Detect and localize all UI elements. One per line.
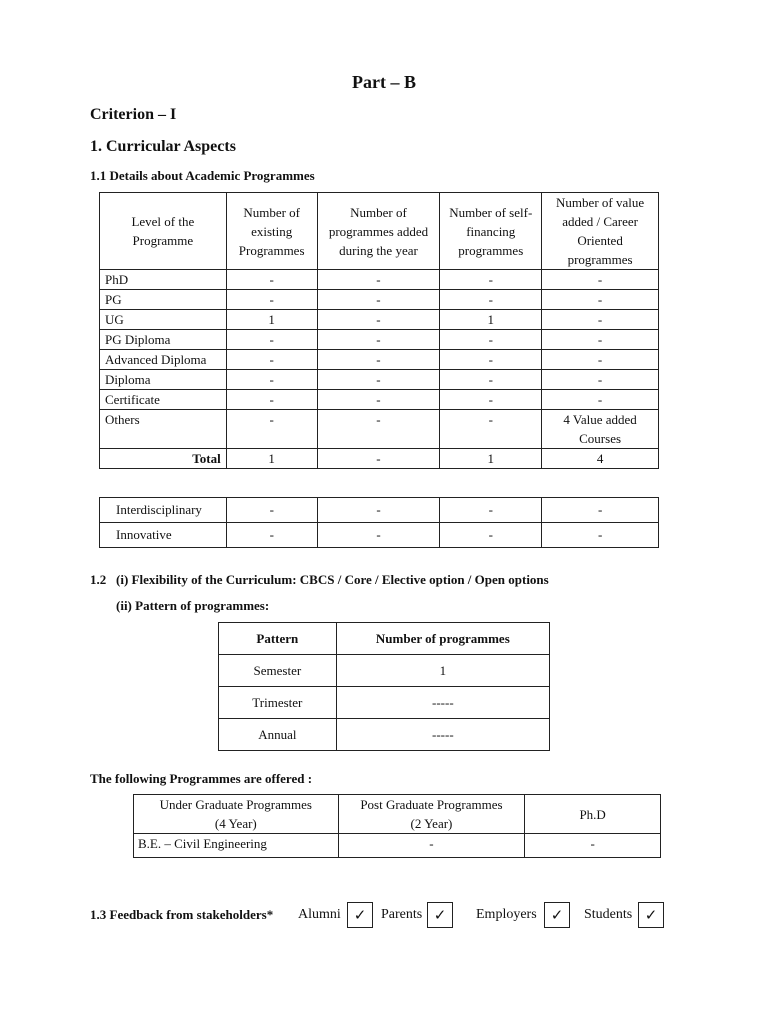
criterion-heading: Criterion – I	[90, 106, 177, 123]
column-header: Level of the Programme	[100, 193, 227, 270]
interdisciplinary-table	[99, 497, 659, 548]
students-label: Students	[584, 907, 633, 922]
existing-cell: 1	[226, 310, 317, 330]
level-cell: Certificate	[100, 390, 227, 410]
table-row	[100, 410, 659, 449]
level-cell: Innovative	[100, 523, 227, 548]
level-cell: PG Diploma	[100, 330, 227, 350]
self-financing-cell: -	[440, 523, 542, 548]
table-row	[100, 523, 659, 548]
added-cell: -	[317, 370, 440, 390]
table-total-row	[100, 449, 659, 469]
phd-cell: -	[525, 834, 661, 858]
parents-label: Parents	[381, 907, 423, 922]
existing-cell: -	[226, 350, 317, 370]
level-cell: UG	[100, 310, 227, 330]
level-cell: Others	[100, 410, 227, 449]
value-added-cell: 4 Value added Courses	[542, 410, 659, 449]
table-row	[100, 330, 659, 350]
value-added-cell: -	[542, 390, 659, 410]
table-row	[100, 498, 659, 523]
value-added-cell: -	[542, 498, 659, 523]
level-cell: Diploma	[100, 370, 227, 390]
value-added-cell: -	[542, 290, 659, 310]
self-financing-cell: -	[440, 410, 542, 449]
column-header: Number of programmes	[336, 623, 549, 655]
employers-label: Employers	[476, 907, 537, 922]
added-cell: -	[317, 290, 440, 310]
table-row	[134, 834, 661, 858]
number-cell: 1	[336, 655, 549, 687]
self-financing-cell: -	[440, 330, 542, 350]
level-cell: Advanced Diploma	[100, 350, 227, 370]
value-added-cell: -	[542, 310, 659, 330]
column-header: Number of existing Programmes	[226, 193, 317, 270]
total-label-cell: Total	[100, 449, 227, 469]
subsection-1-2-heading: 1.2 (i) Flexibility of the Curriculum: CBCS / Core / Elective option / Open options	[90, 572, 549, 587]
existing-cell: -	[226, 330, 317, 350]
existing-cell: -	[226, 410, 317, 449]
added-cell: -	[317, 449, 440, 469]
column-header	[134, 795, 339, 834]
section-heading: 1. Curricular Aspects	[90, 138, 236, 155]
level-cell: PG	[100, 290, 227, 310]
parents-checkbox[interactable]: ✓	[427, 902, 453, 928]
existing-cell: -	[226, 370, 317, 390]
table-header-row	[219, 623, 550, 655]
self-financing-cell: 1	[440, 310, 542, 330]
alumni-label: Alumni	[298, 907, 341, 922]
table-row	[100, 290, 659, 310]
value-added-cell: -	[542, 330, 659, 350]
value-added-cell: -	[542, 350, 659, 370]
column-header: Number of self-financing programmes	[440, 193, 542, 270]
existing-cell: 1	[226, 449, 317, 469]
self-financing-cell: -	[440, 370, 542, 390]
pattern-cell: Annual	[219, 719, 337, 751]
pg-cell: -	[338, 834, 525, 858]
added-cell: -	[317, 330, 440, 350]
feedback-label: 1.3 Feedback from stakeholders*	[90, 907, 274, 922]
table-row	[100, 270, 659, 290]
existing-cell: -	[226, 290, 317, 310]
existing-cell: -	[226, 498, 317, 523]
existing-cell: -	[226, 270, 317, 290]
table-row	[100, 370, 659, 390]
self-financing-cell: 1	[440, 449, 542, 469]
ug-header-line: Under Graduate Programmes	[159, 797, 312, 812]
pg-duration: (2 Year)	[410, 816, 453, 831]
employers-checkbox[interactable]: ✓	[544, 902, 570, 928]
level-cell: Interdisciplinary	[100, 498, 227, 523]
table-row	[219, 687, 550, 719]
added-cell: -	[317, 270, 440, 290]
subsection-1-1-heading: 1.1 Details about Academic Programmes	[90, 168, 315, 183]
ug-duration: (4 Year)	[214, 816, 257, 831]
table-row	[219, 655, 550, 687]
added-cell: -	[317, 498, 440, 523]
part-heading: Part – B	[352, 72, 416, 92]
added-cell: -	[317, 390, 440, 410]
alumni-checkbox[interactable]: ✓	[347, 902, 373, 928]
students-checkbox[interactable]: ✓	[638, 902, 664, 928]
table-row	[100, 310, 659, 330]
column-header: Pattern	[219, 623, 337, 655]
table-row	[100, 350, 659, 370]
academic-programmes-table	[99, 192, 659, 469]
pattern-table	[218, 622, 550, 751]
pg-header-line: Post Graduate Programmes	[360, 797, 503, 812]
existing-cell: -	[226, 523, 317, 548]
pattern-cell: Semester	[219, 655, 337, 687]
existing-cell: -	[226, 390, 317, 410]
table-row	[219, 719, 550, 751]
ug-cell: B.E. – Civil Engineering	[134, 834, 339, 858]
table-header-row	[100, 193, 659, 270]
self-financing-cell: -	[440, 390, 542, 410]
programmes-offered-heading: The following Programmes are offered :	[90, 771, 313, 786]
pattern-heading: (ii) Pattern of programmes:	[116, 598, 270, 613]
self-financing-cell: -	[440, 350, 542, 370]
added-cell: -	[317, 410, 440, 449]
table-row	[100, 390, 659, 410]
number-cell: -----	[336, 719, 549, 751]
value-added-cell: -	[542, 523, 659, 548]
column-header	[338, 795, 525, 834]
column-header: Number of value added / Career Oriented programmes	[542, 193, 659, 270]
value-added-cell: -	[542, 270, 659, 290]
self-financing-cell: -	[440, 270, 542, 290]
column-header: Ph.D	[525, 795, 661, 834]
self-financing-cell: -	[440, 290, 542, 310]
value-added-cell: -	[542, 370, 659, 390]
added-cell: -	[317, 310, 440, 330]
table-header-row	[134, 795, 661, 834]
programmes-offered-table	[133, 794, 661, 858]
level-cell: PhD	[100, 270, 227, 290]
number-cell: -----	[336, 687, 549, 719]
added-cell: -	[317, 523, 440, 548]
self-financing-cell: -	[440, 498, 542, 523]
added-cell: -	[317, 350, 440, 370]
feedback-row	[0, 902, 768, 930]
value-added-cell: 4	[542, 449, 659, 469]
column-header: Number of programmes added during the year	[317, 193, 440, 270]
pattern-cell: Trimester	[219, 687, 337, 719]
